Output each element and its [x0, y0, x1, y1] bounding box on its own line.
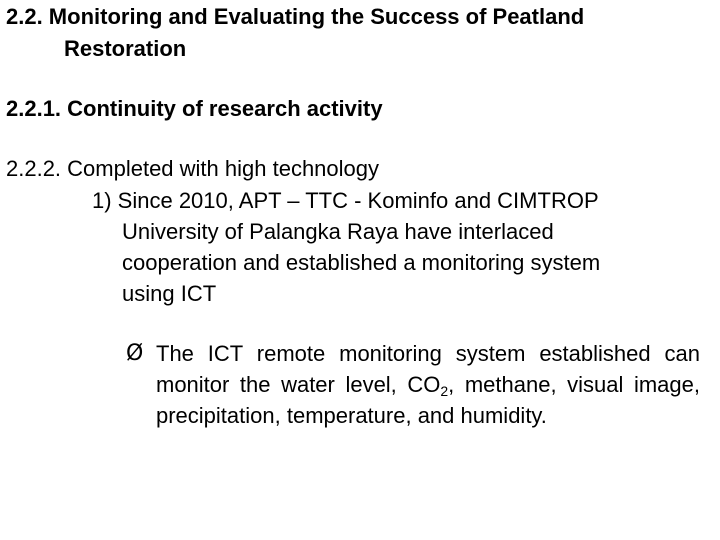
bullet-text-before-subscript: The ICT remote monitoring system established can monitor the water level, CO: [156, 341, 700, 397]
list-item-1-line-1: 1) Since 2010, APT – TTC - Kominfo and CIMTROP: [92, 188, 599, 213]
bullet-subscript: 2: [440, 383, 449, 399]
list-item-1-line-2: University of Palangka Raya have interlaced: [122, 219, 554, 244]
main-heading-line-2: Restoration: [64, 36, 187, 61]
list-item-1-line-3: cooperation and established a monitoring system: [122, 250, 601, 275]
section-heading-2-2-1: 2.2.1. Continuity of research activity: [6, 96, 383, 121]
bullet-text: [156, 338, 700, 431]
arrow-bullet-icon: Ø: [126, 341, 144, 366]
list-item-1-line-4: using ICT: [122, 281, 217, 306]
main-heading-line-1: 2.2. Monitoring and Evaluating the Success of Peatland: [6, 4, 585, 29]
section-heading-2-2-2: 2.2.2. Completed with high technology: [6, 156, 380, 181]
bullet-text-after-subscript: , methane, visual image, precipitation, temperature, and humidity.: [156, 372, 700, 428]
